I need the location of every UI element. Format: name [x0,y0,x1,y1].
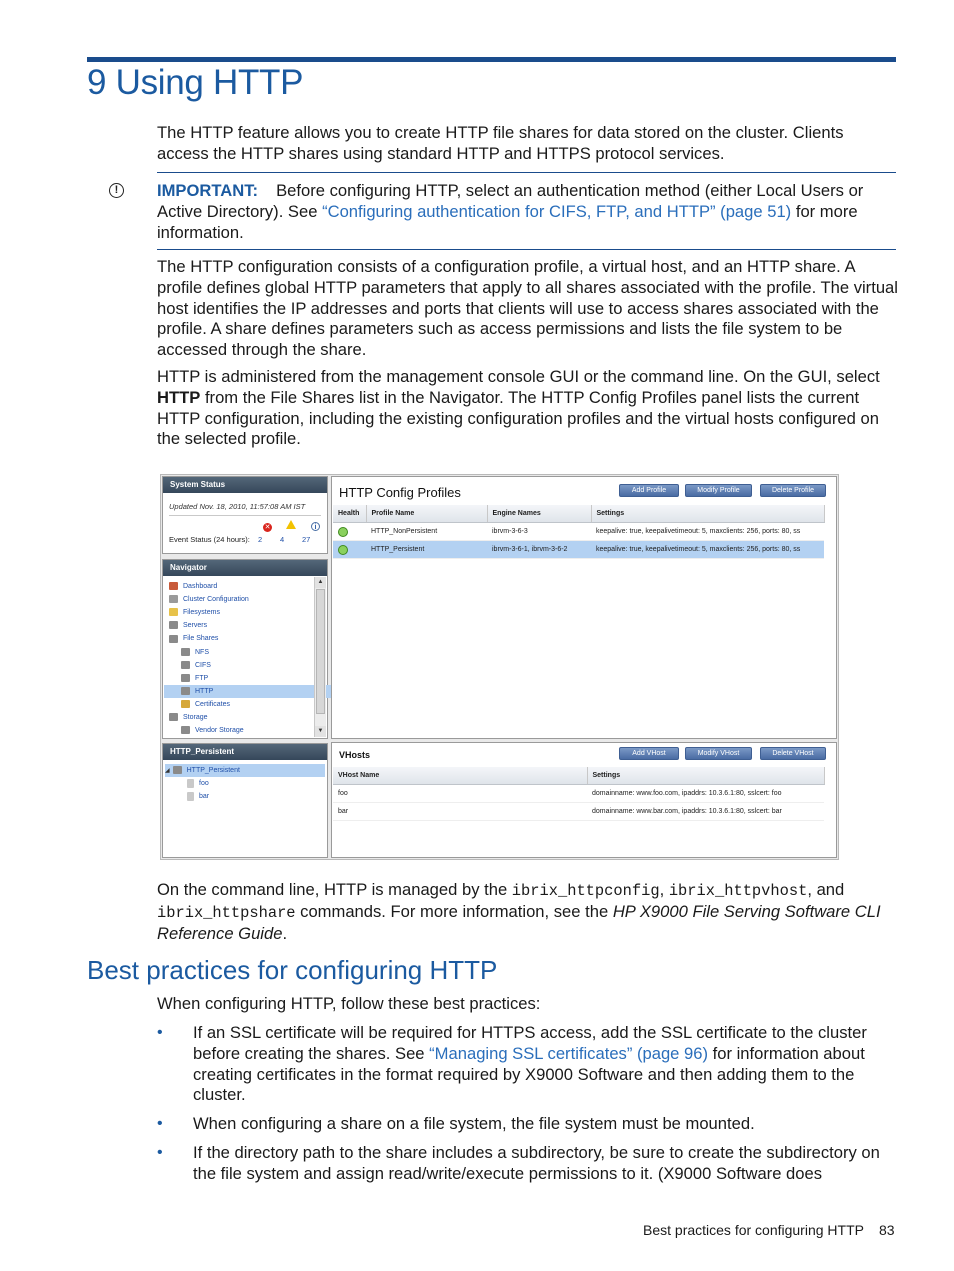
storage-icon [181,726,190,734]
ssl-link[interactable]: “Managing SSL certificates” (page 96) [429,1043,709,1063]
tree-item-root[interactable]: ◢ HTTP_Persistent [165,764,325,777]
health-ok-icon [338,545,348,555]
scroll-up-icon[interactable]: ▲ [315,577,326,588]
cli-paragraph: On the command line, HTTP is managed by the ibrix_httpconfig, ibrix_httpvhost, and ibrix_httpshare commands. For more information, see the HP X9000 File Serving Software CLI Reference Guide. [157,880,881,943]
navigator-pane [162,559,328,739]
table-row[interactable]: bar domainname: www.bar.com, ipaddrs: 10.3.6.1:80, sslcert: bar [333,803,824,821]
share-icon [173,766,182,774]
exclamation-circle-icon: ! [109,183,124,198]
system-status-header: System Status [163,477,327,493]
bullet-icon: • [157,1115,163,1133]
nav-item-ftp[interactable]: FTP [181,672,208,685]
dashboard-icon [169,582,178,590]
share-icon [169,635,178,643]
info-icon: i [311,522,320,531]
section-intro: When configuring HTTP, follow these best practices: [157,994,541,1013]
storage-icon [169,713,178,721]
col-health[interactable]: Health [333,505,366,523]
add-vhost-button[interactable]: Add VHost [619,747,679,760]
vhosts-table [333,767,825,821]
nav-item-vendor-storage[interactable]: Vendor Storage [181,724,244,737]
share-icon [181,674,190,682]
nav-item-cifs[interactable]: CIFS [181,659,211,672]
nav-item-certificates[interactable]: Certificates [181,698,230,711]
scroll-down-icon[interactable]: ▼ [315,726,326,737]
auth-link[interactable]: “Configuring authentication for CIFS, FTP, and HTTP” (page 51) [322,201,792,221]
nav-item-filesystems[interactable]: Filesystems [169,606,220,619]
event-status-row: Event Status (24 hours): 2 4 27 [169,535,324,544]
file-icon [187,779,194,788]
profiles-title: HTTP Config Profiles [339,485,461,500]
profile-tree-header: HTTP_Persistent [163,744,327,760]
col-settings[interactable]: Settings [591,505,824,523]
list-item: • If the directory path to the share includes a subdirectory, be sure to create the subdirectory on the file system and assign read/write/execute permissions to it. (X9000 Software does [157,1142,880,1183]
config-paragraph: The HTTP configuration consists of a configuration profile, a virtual host, and an HTTP share. A profile defines global HTTP parameters that apply to all shares associated with the profile. The virtual host identifies the IP addresses and ports that clients will use to access shares associated with the profile. A share defines parameters such as access permissions and lists the file system to be accessed through the share. [157,257,898,360]
nav-item-file-shares[interactable]: File Shares [169,632,218,645]
profiles-panel [331,476,837,739]
folder-icon [169,608,178,616]
nav-item-cluster-configuration[interactable]: Cluster Configuration [169,593,249,606]
share-icon [181,648,190,656]
col-engine-names[interactable]: Engine Names [487,505,591,523]
important-note: IMPORTANT: Before configuring HTTP, select an authentication method (either Local Users or Active Directory). See “Configuring authentication for CIFS, FTP, and HTTP” (page 51) for more information. [157,181,864,242]
tree-item-bar[interactable]: bar [187,790,209,803]
intro-paragraph: The HTTP feature allows you to create HTTP file shares for data stored on the cluster. Clients access the HTTP shares using standard HTTP and HTTPS protocol services. [157,123,844,163]
table-row[interactable]: HTTP_NonPersistent ibrvm-3-6-3 keepalive: true, keepalivetimeout: 5, maxclients: 256, ports: 80, ss [333,523,824,541]
profiles-table [333,505,825,559]
health-ok-icon [338,527,348,537]
section-title: Best practices for configuring HTTP [87,955,498,985]
navigator-scrollbar[interactable] [314,577,326,737]
warning-count[interactable]: 4 [279,535,285,544]
col-vhost-settings[interactable]: Settings [587,767,824,785]
info-count[interactable]: 27 [301,535,311,544]
status-icons [263,520,320,532]
bullet-icon: • [157,1143,163,1161]
share-icon [181,661,190,669]
nav-item-servers[interactable]: Servers [169,619,207,632]
server-icon [169,621,178,629]
tree-item-foo[interactable]: foo [187,777,209,790]
modify-vhost-button[interactable]: Modify VHost [685,747,752,760]
scroll-thumb[interactable] [316,589,325,714]
table-row[interactable]: HTTP_Persistent ibrvm-3-6-1, ibrvm-3-6-2 keepalive: true, keepalivetimeout: 5, maxclients: 256, ports: 80, ss [333,541,824,559]
management-console-screenshot [160,474,839,860]
important-label: IMPORTANT: [157,181,259,200]
file-icon [187,792,194,801]
col-profile-name[interactable]: Profile Name [366,505,487,523]
nav-item-dashboard[interactable]: Dashboard [169,580,217,593]
share-icon [181,687,190,695]
warning-icon [286,520,296,529]
bullet-icon: • [157,1024,163,1041]
system-status-pane [162,476,328,554]
col-vhost-name[interactable]: VHost Name [333,767,587,785]
nav-item-storage[interactable]: Storage [169,711,208,724]
vhosts-panel [331,742,837,858]
certificate-icon [181,700,190,708]
vhosts-title: VHosts [339,750,371,760]
gui-paragraph: HTTP is administered from the management console GUI or the command line. On the GUI, select HTTP from the File Shares list in the Navigator. The HTTP Config Profiles panel lists the current HTTP configuration, including the existing configuration profiles and the virtual hosts configured on the selected profile. [157,367,880,449]
list-item: • When configuring a share on a file system, the file system must be mounted. [157,1114,755,1134]
table-row[interactable]: foo domainname: www.foo.com, ipaddrs: 10.3.6.1:80, sslcert: foo [333,785,824,803]
nav-item-nfs[interactable]: NFS [181,646,209,659]
footer-text: Best practices for configuring HTTP [643,1222,864,1238]
error-count[interactable]: 2 [257,535,263,544]
profile-tree-pane [162,743,328,858]
list-item: • If an SSL certificate will be required for HTTPS access, add the SSL certificate to the cluster before creating the shares. See “Managing SSL certificates” (page 96) for information about creating certificates in the format required by X9000 Software and then adding them to the cluster. [157,1023,867,1105]
updated-timestamp: Updated Nov. 18, 2010, 11:57:08 AM IST [169,502,306,511]
navigator-header: Navigator [163,560,327,576]
nav-item-http[interactable]: HTTP [164,685,331,698]
chapter-rule [87,57,896,62]
chapter-title: 9 Using HTTP [87,63,304,102]
modify-profile-button[interactable]: Modify Profile [685,484,752,497]
add-profile-button[interactable]: Add Profile [619,484,679,497]
page-number: 83 [879,1222,895,1238]
best-practices-list [157,1023,899,1193]
gear-icon [169,595,178,603]
delete-vhost-button[interactable]: Delete VHost [760,747,826,760]
delete-profile-button[interactable]: Delete Profile [760,484,826,497]
error-icon: ✕ [264,524,271,531]
